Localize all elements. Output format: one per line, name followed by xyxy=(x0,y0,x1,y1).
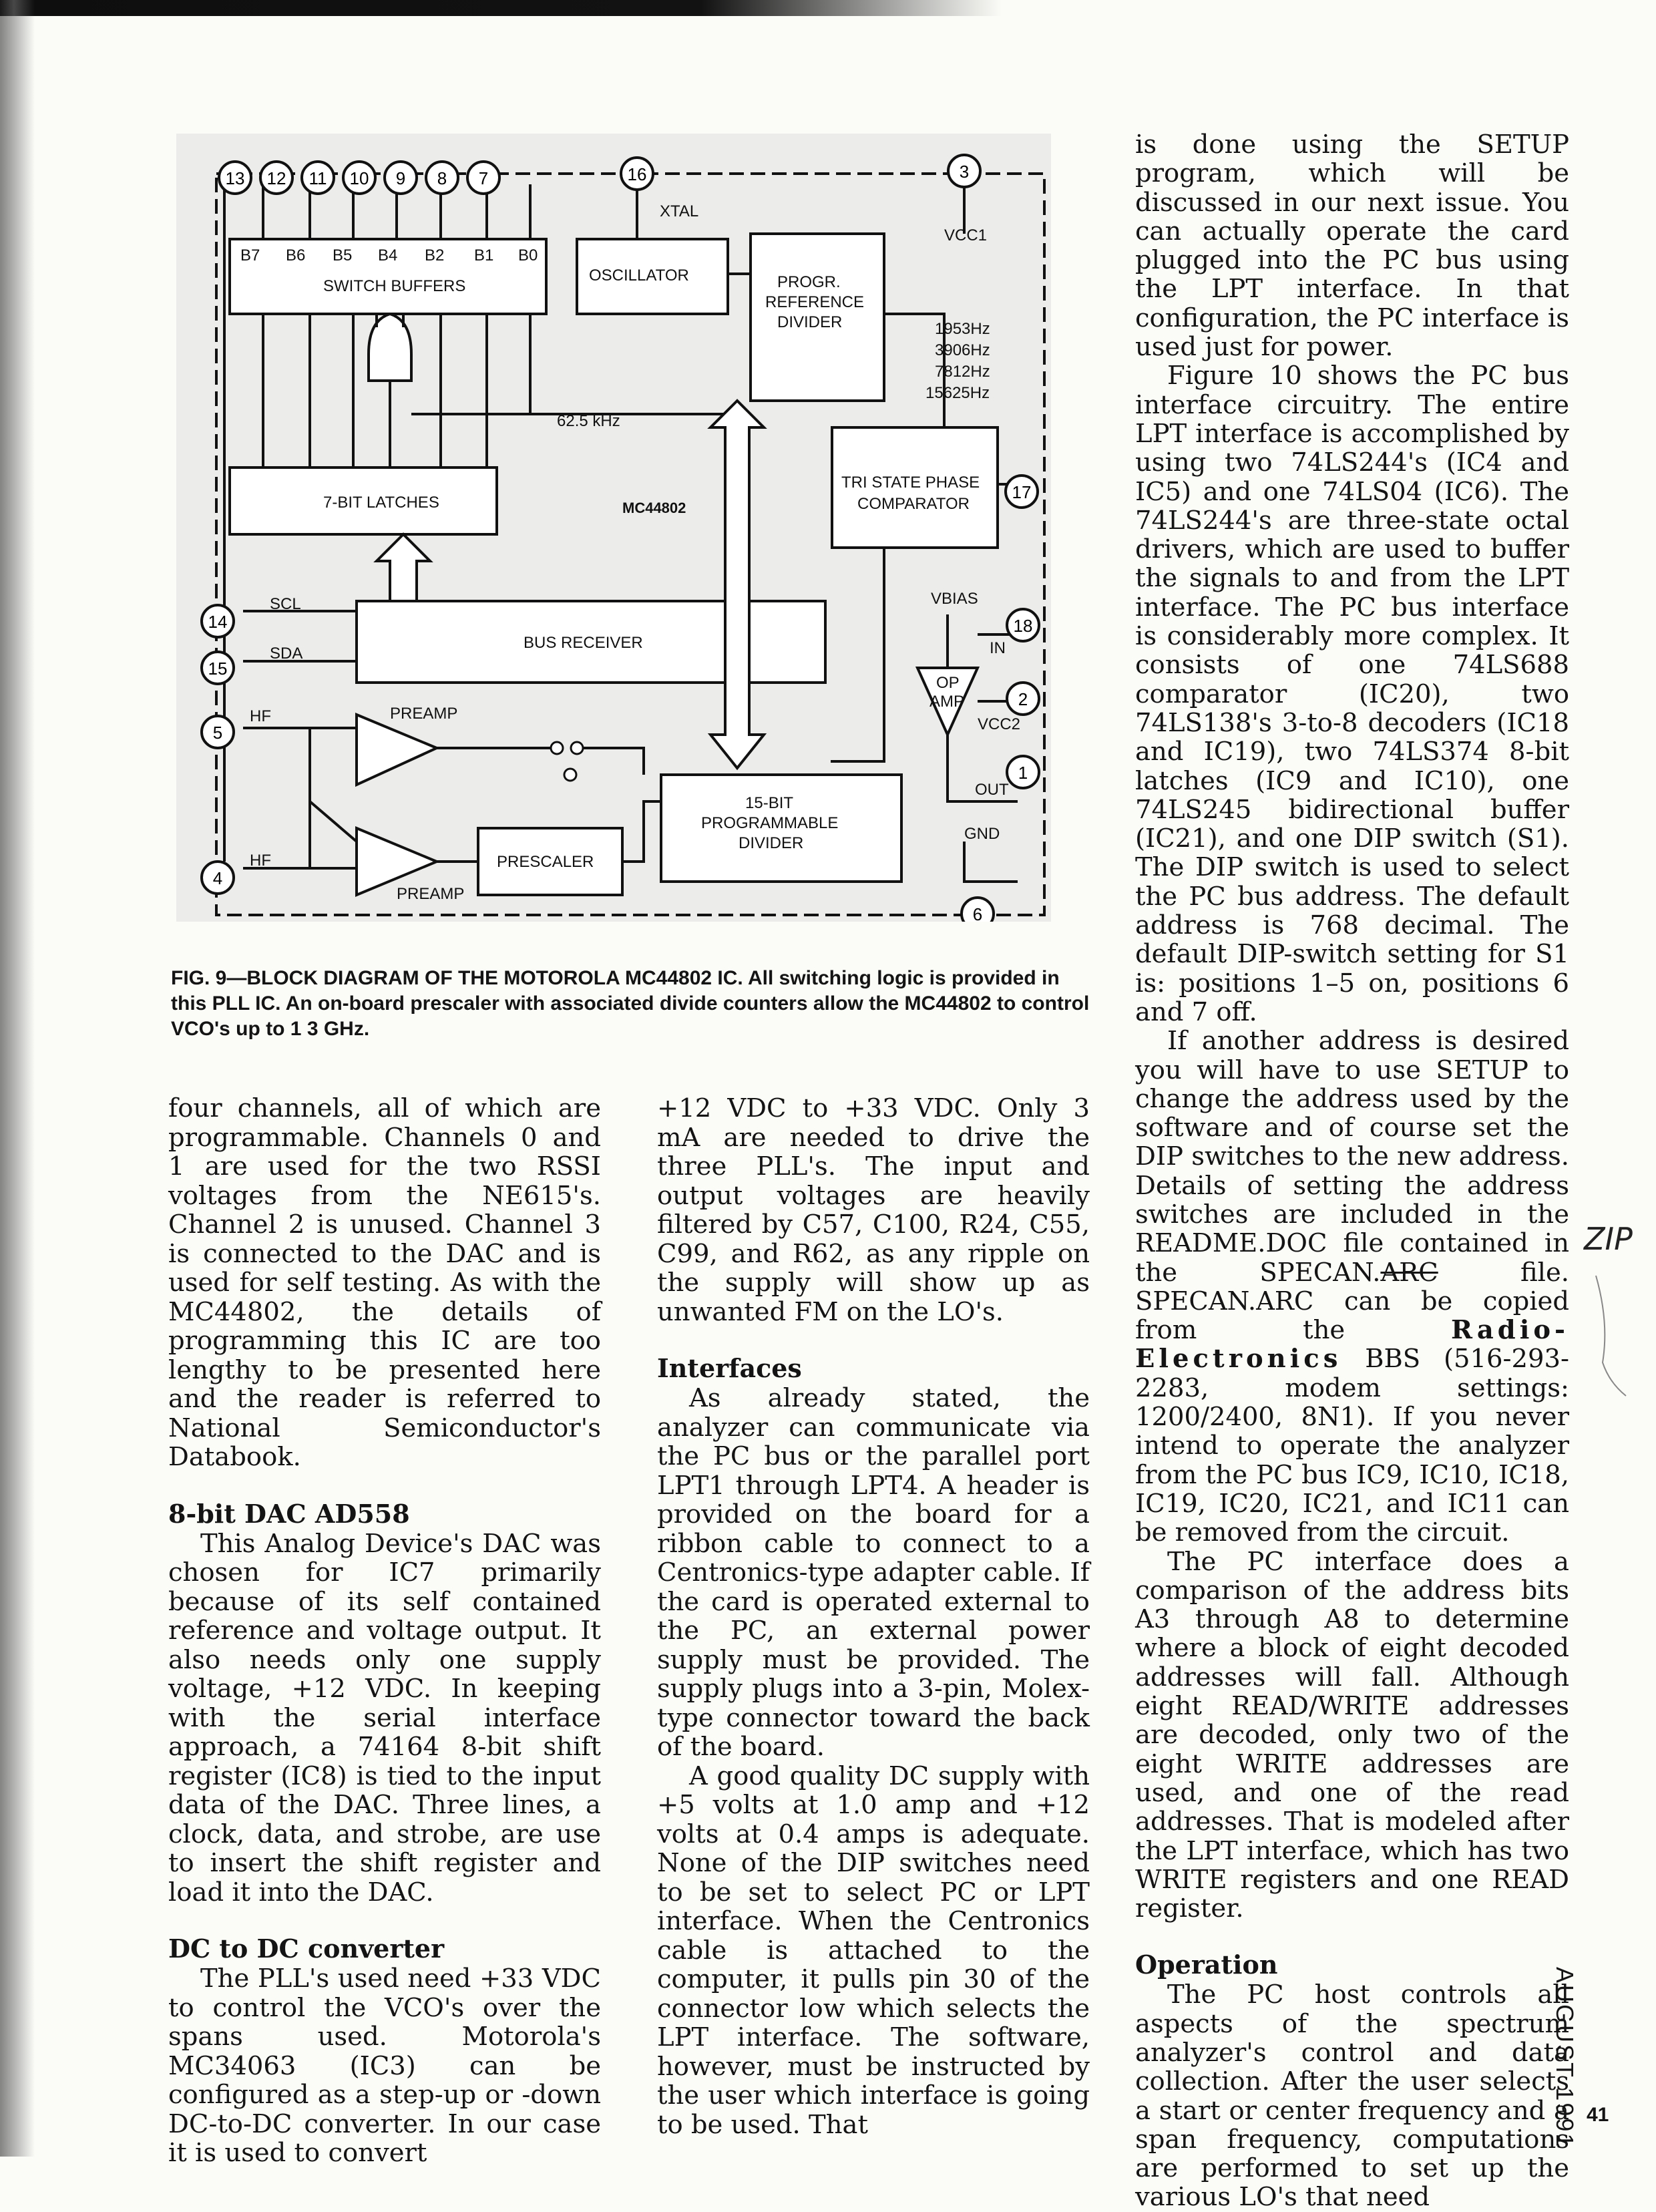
pin-12 xyxy=(260,162,292,194)
svg-text:11: 11 xyxy=(308,168,327,188)
col1-paragraph-2: This Analog Device's DAC was chosen for IC7 primarily because of its self contained reference and voltage output. It also needs only one supply voltage, +12 VDC. In keeping with the serial interface approach, a 74164 8-bit shift register (IC8) is tied to the input data of the DAC. Three lines, a clock, data, and strobe, are use to insert the shift register and load it into the DAC. xyxy=(168,1528,601,1907)
col1-paragraph-1: four channels, all of which are programmable. Channels 0 and 1 are used for the two RSSI voltages from the NE615's. Channel 2 is unused. Channel 3 is connected to the DAC and is used for self testing. As with the MC44802, the details of programming this IC are too lengthy to be presented here and the reader is referred to National Semiconductor's Databook. xyxy=(168,1093,601,1472)
column-1 xyxy=(168,1094,601,2168)
pin-13 xyxy=(219,162,251,194)
col3-paragraph-1: is done using the SETUP program, which will be discussed in our next issue. You can actually operate the card plugged into the PC bus using the LPT interface. In that configuration, the PC interface is used just for power. xyxy=(1135,130,1569,363)
bus-receiver-label: BUS RECEIVER xyxy=(524,634,643,652)
svg-text:1: 1 xyxy=(1018,763,1028,783)
heading-operation: Operation xyxy=(1135,1950,1278,1980)
svg-text:10: 10 xyxy=(349,168,369,188)
in-label: IN xyxy=(990,639,1006,657)
gnd-label: GND xyxy=(964,825,1000,843)
vcc1-label: VCC1 xyxy=(944,226,988,244)
svg-text:16: 16 xyxy=(627,164,647,184)
pencil-mark xyxy=(1589,1269,1629,1403)
col3-p3-part-a: If another address is desired you will have to use SETUP to change the address used by the software and of course set the DIP switches to the new address. Details of setting the address switches are included in the README.DOC file contained in the SPECAN. xyxy=(1135,1026,1569,1288)
svg-text:7: 7 xyxy=(478,168,489,188)
freq-1953: 1953Hz xyxy=(935,320,990,338)
svg-text:6: 6 xyxy=(972,904,983,922)
phase-comp-line-1: TRI STATE PHASE xyxy=(841,474,980,492)
op-label: OP xyxy=(936,674,960,692)
svg-text:18: 18 xyxy=(1013,616,1033,636)
pin-14 xyxy=(202,605,234,637)
freq-62-5khz: 62.5 kHz xyxy=(557,412,620,430)
xtal-label: XTAL xyxy=(660,202,699,220)
pin-3 xyxy=(948,155,980,187)
pin-17 xyxy=(1006,476,1038,508)
pin-18 xyxy=(1007,609,1039,641)
pin-6 xyxy=(962,898,994,922)
block-diagram xyxy=(176,134,1051,922)
preamp-label-2: PREAMP xyxy=(397,885,465,903)
pin-11 xyxy=(302,162,334,194)
bit-b4: B4 xyxy=(378,246,398,264)
col2-paragraph-2: As already stated, the analyzer can communicate via the PC bus or the parallel port LPT1 through LPT4. A header is provided on the board for a ribbon cable to connect to a Centronics-type adapter cable. If the card is operated external to the PC, an external power supply must be provided. The supply plugs into a 3-pin, Molex-type connector toward the back of the board. xyxy=(657,1383,1090,1762)
oscillator-label: OSCILLATOR xyxy=(589,266,689,285)
amp-label: AMP xyxy=(929,693,965,711)
col2-paragraph-1: +12 VDC to +33 VDC. Only 3 mA are needed to drive the three PLL's. The input and output voltages are heavily filtered by C57, C100, R24, C55, C99, and R62, as any ripple on the supply will show up as unwanted FM on the LO's. xyxy=(657,1093,1090,1327)
heading-dc-converter: DC to DC converter xyxy=(168,1933,445,1964)
pin-1 xyxy=(1007,756,1039,788)
pin-16 xyxy=(621,158,653,190)
svg-text:14: 14 xyxy=(208,612,228,632)
pin-7 xyxy=(467,162,499,194)
figure-caption: FIG. 9—BLOCK DIAGRAM OF THE MOTOROLA MC44802 IC. All switching logic is provided in this PLL IC. An on-board prescaler with associated divide counters allow the MC44802 to control VCO's up to 1 3 GHz. xyxy=(171,967,1090,1040)
scl-label: SCL xyxy=(270,595,301,613)
svg-text:2: 2 xyxy=(1018,689,1028,709)
svg-text:5: 5 xyxy=(212,723,223,743)
col2-paragraph-3: A good quality DC supply with +5 volts at 1.0 amp and +12 volts at 0.4 amps is adequate. None of the DIP switches need to be set to select PC or LPT interface. When the Centronics cable is attached to the computer, it pulls pin 30 of the connector low which selects the LPT interface. The software, however, must be instructed by the user which interface is going to be used. That xyxy=(657,1761,1090,2140)
pin-5 xyxy=(202,716,234,748)
freq-15625: 15625Hz xyxy=(925,384,990,402)
svg-text:4: 4 xyxy=(212,868,223,888)
bit-b1: B1 xyxy=(474,246,494,264)
column-3 xyxy=(1135,130,1569,2212)
svg-text:12: 12 xyxy=(266,168,286,188)
and-gate xyxy=(369,314,411,381)
pin-15 xyxy=(202,652,234,684)
scan-edge-left xyxy=(0,0,35,2157)
heading-interfaces: Interfaces xyxy=(657,1353,802,1383)
svg-text:3: 3 xyxy=(959,162,970,182)
running-footer-date: AUGUST 1991 xyxy=(1551,1967,1579,2149)
divider-line-3: DIVIDER xyxy=(739,834,804,852)
scan-edge-top xyxy=(0,0,1002,16)
col3-paragraph-4: The PC interface does a comparison of the address bits A3 through A8 to determine where a block of eight decoded addresses will fall. Although eight READ/WRITE addresses are decoded, only two of the eight WRITE addresses are used, and one of the read addresses. That is modeled after the LPT interface, which has two WRITE registers and one READ register. xyxy=(1135,1546,1569,1924)
chip-label: MC44802 xyxy=(622,500,686,516)
sda-label: SDA xyxy=(270,644,303,663)
pin-10 xyxy=(343,162,375,194)
ref-div-line-1: PROGR. xyxy=(777,273,841,291)
ref-div-line-2: REFERENCE xyxy=(765,293,865,311)
freq-3906: 3906Hz xyxy=(935,341,990,359)
page-number: 41 xyxy=(1587,2104,1609,2126)
bit-b0: B0 xyxy=(518,246,538,264)
freq-7812: 7812Hz xyxy=(935,363,990,381)
col3-paragraph-5: The PC host controls all aspects of the spectrum analyzer's control and data collection. After the user selects a start or center frequency and a span frequency, computations are performed to set up the various LO's that need xyxy=(1135,1980,1569,2212)
svg-text:15: 15 xyxy=(208,659,228,679)
divider-line-1: 15-BIT xyxy=(745,794,794,812)
struck-text: ARC xyxy=(1380,1257,1438,1288)
handwritten-note: ZIP xyxy=(1584,1221,1633,1257)
vcc2-label: VCC2 xyxy=(978,715,1021,733)
hf-label-2: HF xyxy=(250,852,271,870)
phase-comp-line-2: COMPARATOR xyxy=(857,495,970,513)
bit-b7: B7 xyxy=(240,246,260,264)
col3-paragraph-2: Figure 10 shows the PC bus interface circuitry. The entire LPT interface is accomplished by using two 74LS244's (IC4 and IC5) and one 74LS04 (IC6). The 74LS244's are three-state octal drivers, which are used to buffer the signals to and from the LPT interface. The PC bus interface is considerably more complex. It consists of one 74LS688 comparator (IC20), two 74LS138's 3-to-8 decoders (IC18 and IC19), two 74LS374 8-bit latches (IC9 and IC10), one 74LS245 bidirectional buffer (IC21), and one DIP switch (S1). The DIP switch is used to select the PC bus address. The default address is 768 decimal. The default DIP-switch setting for S1 is: positions 1–5 on, positions 6 and 7 off. xyxy=(1135,361,1569,1027)
column-2 xyxy=(657,1094,1090,2139)
pin-9 xyxy=(385,162,417,194)
pin-8 xyxy=(426,162,458,194)
vbias-label: VBIAS xyxy=(931,590,978,608)
col3-paragraph-3 xyxy=(1135,1027,1569,1547)
bit-b6: B6 xyxy=(286,246,306,264)
bbs-name: Radio-Electronics xyxy=(1135,1315,1569,1374)
prescaler-label: PRESCALER xyxy=(497,853,594,871)
hf-label-1: HF xyxy=(250,707,271,725)
heading-dac: 8-bit DAC AD558 xyxy=(168,1498,410,1529)
pin-4 xyxy=(202,862,234,894)
col1-paragraph-3: The PLL's used need +33 VDC to control the VCO's over the spans used. Motorola's MC34063 (IC3) can be configured as a step-up or -down DC-to-DC converter. In our case it is used to convert xyxy=(168,1964,601,2168)
svg-text:8: 8 xyxy=(437,168,447,188)
bit-b5: B5 xyxy=(333,246,353,264)
bit-b2: B2 xyxy=(425,246,445,264)
divider-line-2: PROGRAMMABLE xyxy=(701,814,839,832)
col3-p3-part-b: file. SPECAN.ARC can be copied from the xyxy=(1135,1257,1569,1346)
preamp-label-1: PREAMP xyxy=(390,705,458,723)
latches-label: 7-BIT LATCHES xyxy=(323,494,439,512)
out-label: OUT xyxy=(975,781,1009,799)
ref-div-line-3: DIVIDER xyxy=(777,313,843,331)
svg-text:17: 17 xyxy=(1012,482,1032,502)
col3-p3-part-c: BBS (516-293-2283, modem settings: 1200/2400, 8N1). If you never intend to operate the analyzer from the PC bus IC9, IC10, IC18, IC19, IC20, IC21, and IC11 can be removed from the circuit. xyxy=(1135,1344,1569,1548)
svg-text:13: 13 xyxy=(225,168,245,188)
switch-buffers-label: SWITCH BUFFERS xyxy=(323,277,466,295)
pin-2 xyxy=(1007,683,1039,715)
svg-text:9: 9 xyxy=(395,168,406,188)
